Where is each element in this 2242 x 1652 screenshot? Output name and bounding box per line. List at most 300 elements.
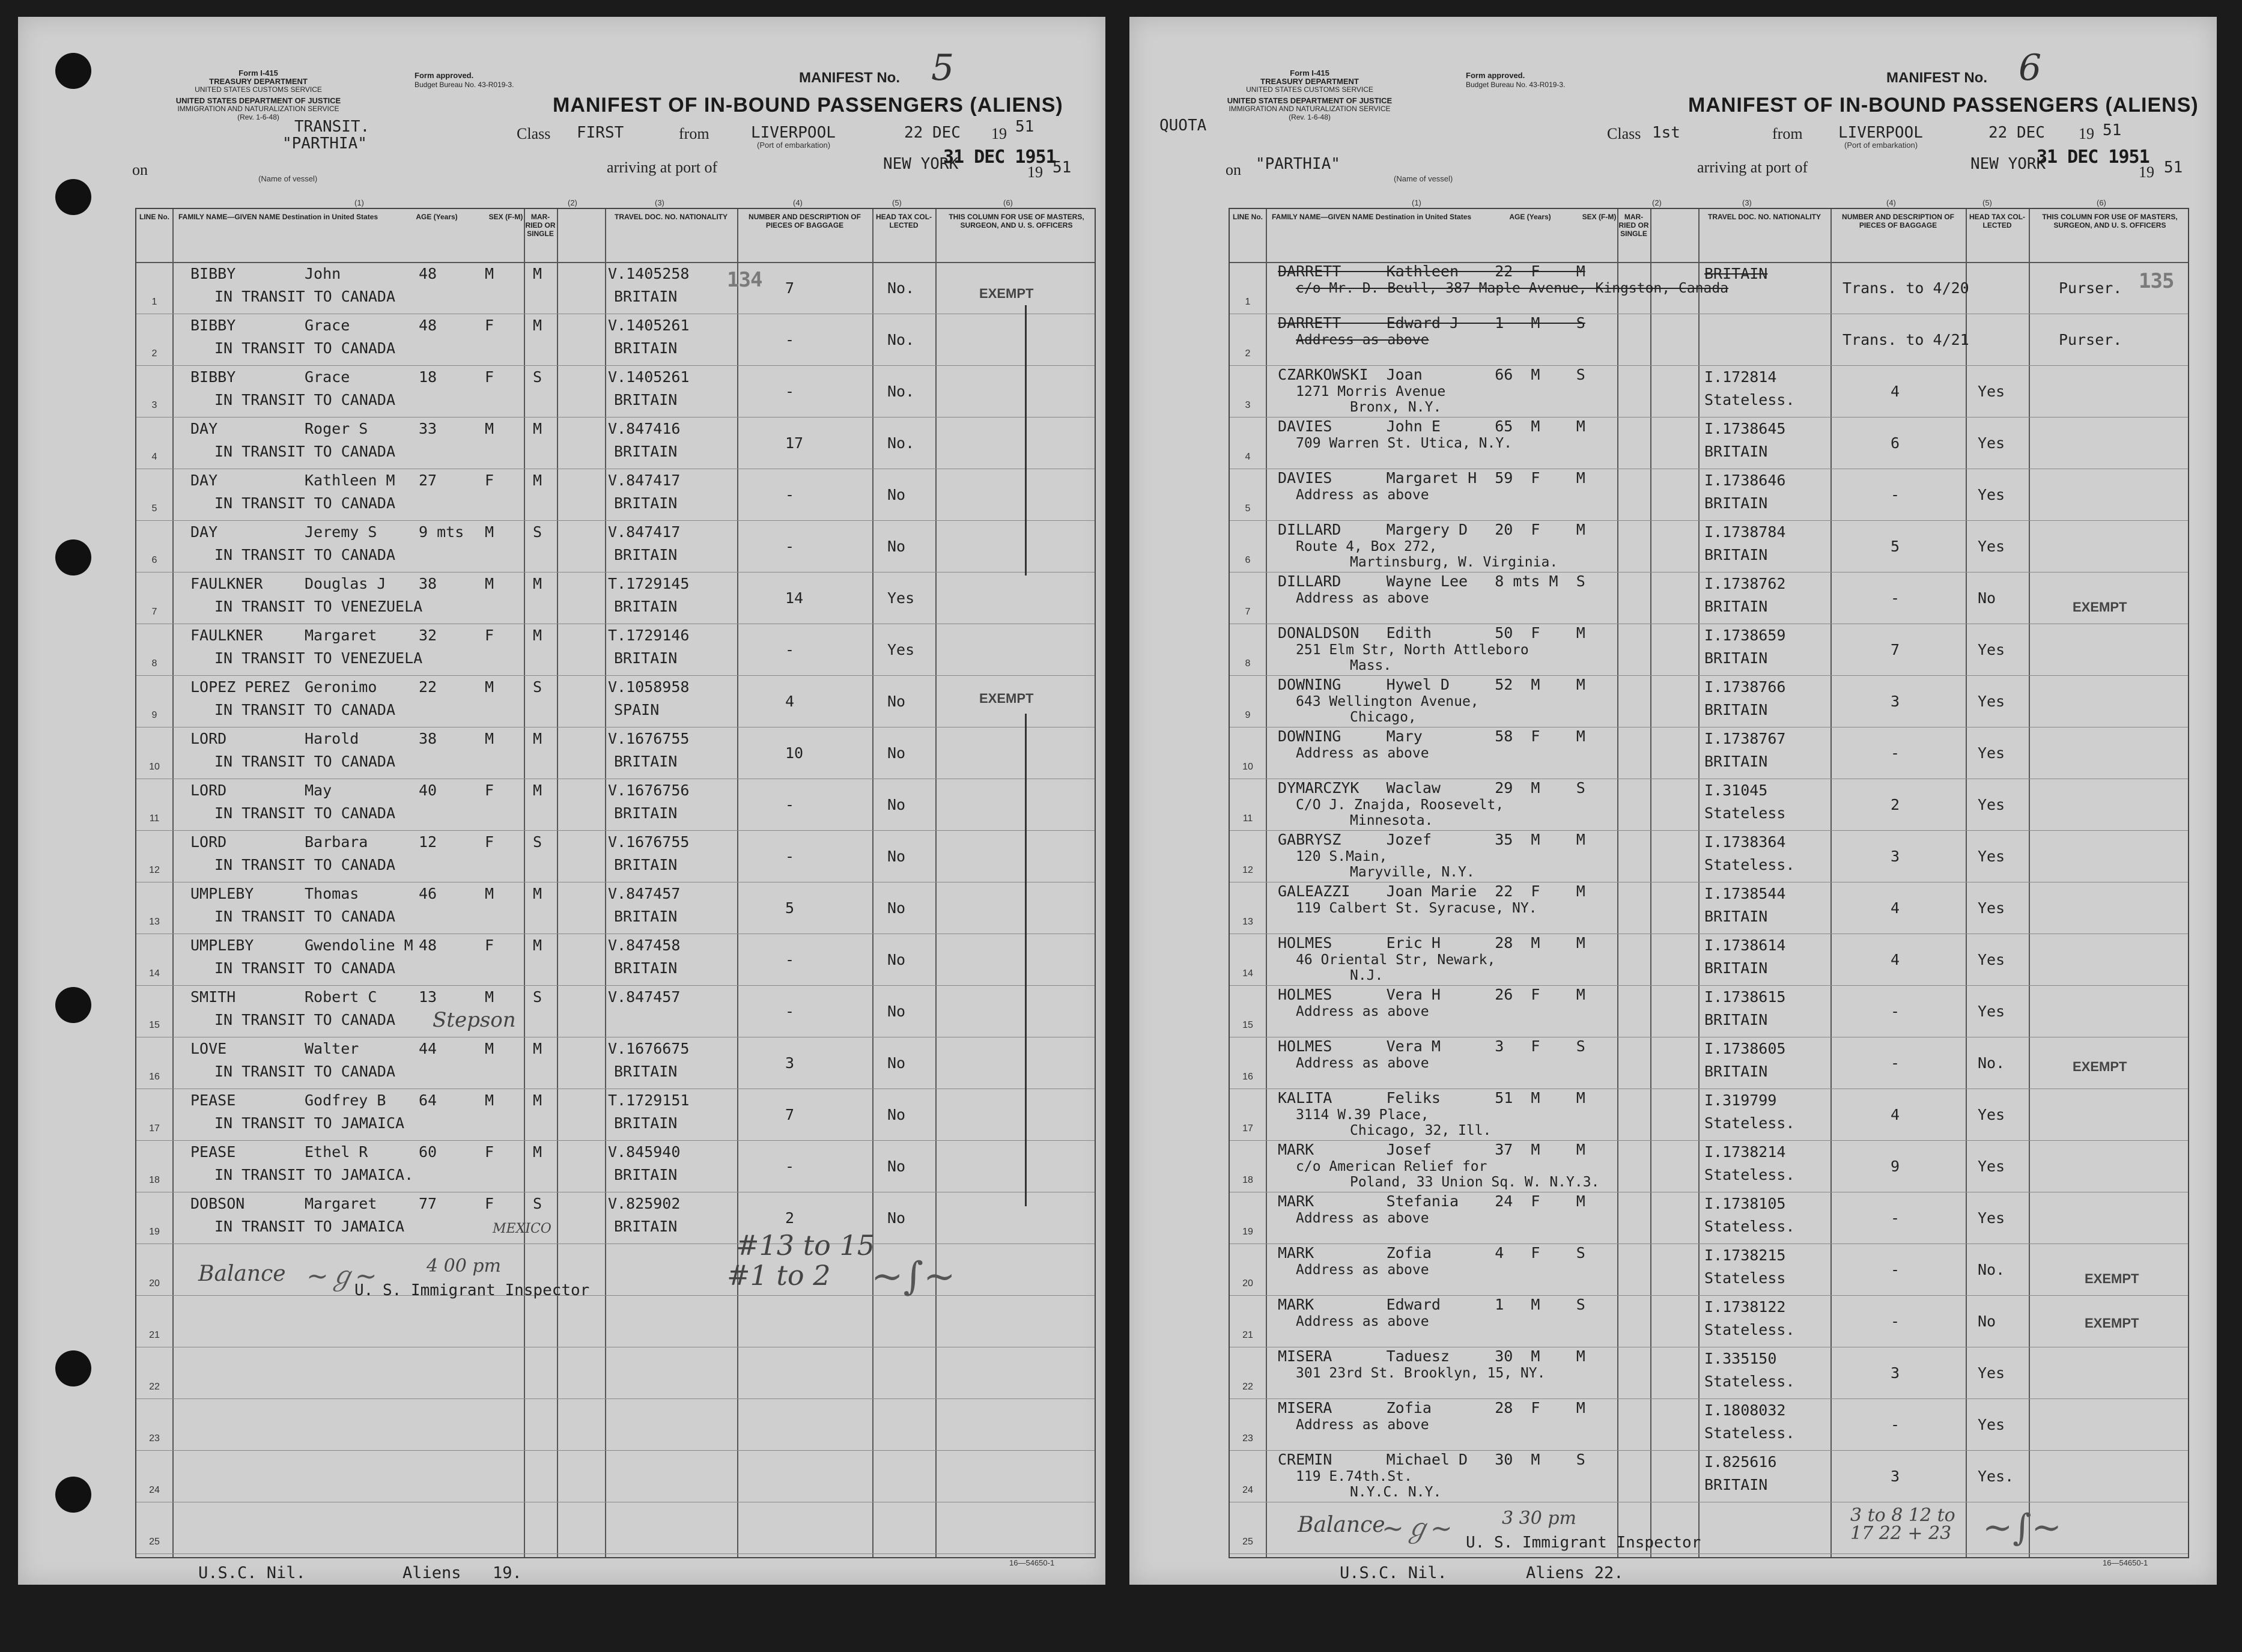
date-value: 22 DEC (1988, 124, 2045, 142)
head-tax: No (887, 486, 906, 503)
footer-usc: U.S.C. Nil. (1340, 1564, 1447, 1582)
travel-doc: I.1738364 (1704, 833, 1786, 851)
col-head-baggage: NUMBER AND DESCRIPTION OF PIECES OF BAGGAGE (1842, 213, 1954, 229)
address-line: c/o American Relief for (1296, 1159, 1487, 1174)
col-number-6: (6) (2097, 198, 2106, 207)
travel-doc: V.847416 (608, 420, 681, 437)
baggage-count: - (785, 1158, 795, 1175)
sex: F (485, 1143, 494, 1161)
binder-hole (55, 539, 91, 575)
customs-service: UNITED STATES CUSTOMS SERVICE (195, 85, 322, 94)
hand-range-2: #1 to 2 (727, 1259, 831, 1292)
nationality: Stateless. (1704, 391, 1795, 408)
row-rule (136, 675, 1095, 676)
destination: IN TRANSIT TO JAMAICA. (214, 1166, 414, 1183)
head-tax: No (887, 538, 906, 555)
nationality: Stateless. (1704, 1166, 1795, 1183)
line-number: 3 (1245, 400, 1251, 410)
line-number: 5 (1245, 503, 1251, 514)
manifest-title: MANIFEST OF IN-BOUND PASSENGERS (ALIENS) (1688, 94, 2199, 117)
marital-status: M (533, 1040, 542, 1057)
travel-doc: I.1738214 (1704, 1143, 1786, 1161)
nationality: SPAIN (614, 701, 660, 718)
nationality: BRITAIN (614, 598, 678, 615)
baggage-count: - (1891, 744, 1900, 762)
head-tax: No. (887, 383, 915, 400)
passenger-line: GABRYSZ Jozef 35 M M (1278, 831, 1585, 848)
line-number: 22 (149, 1382, 160, 1392)
nationality: BRITAIN (1704, 753, 1768, 770)
family-name: SMITH (190, 988, 236, 1006)
baggage-count: 6 (1891, 434, 1900, 452)
baggage-count: 7 (785, 279, 795, 297)
row-rule (136, 985, 1095, 986)
family-name: DAY (190, 472, 218, 489)
given-name: John (305, 265, 341, 282)
travel-doc: I.335150 (1704, 1350, 1777, 1367)
line-number: 2 (151, 348, 157, 359)
address-line-2: Poland, 33 Union Sq. W. N.Y.3. (1350, 1174, 1600, 1190)
travel-doc: V.847457 (608, 885, 681, 902)
head-tax: No (887, 693, 906, 710)
given-name: Walter (305, 1040, 359, 1057)
marital-status: S (533, 988, 542, 1006)
sex: F (485, 782, 494, 799)
line-number: 16 (1242, 1072, 1253, 1082)
head-tax: No (887, 1054, 906, 1072)
address-line-2: Martinsburg, W. Virginia. (1350, 554, 1558, 570)
head-tax: Purser. (2059, 279, 2122, 297)
form-number: Form I-415 (238, 68, 278, 77)
col-number-1: (1) (1412, 198, 1421, 207)
head-tax: No (887, 1106, 906, 1123)
col-head-baggage: NUMBER AND DESCRIPTION OF PIECES OF BAGGAGE (749, 213, 861, 229)
form-approved: Form approved. (415, 71, 474, 80)
col-head-family: FAMILY NAME—GIVEN NAME Destination in United States (178, 213, 378, 221)
head-tax: No (1978, 1313, 1996, 1330)
head-tax: No (887, 744, 906, 762)
family-name: LOPEZ PEREZ (190, 678, 290, 696)
address-line-2: Bronx, N.Y. (1350, 399, 1442, 415)
family-name: UMPLEBY (190, 885, 254, 902)
ins-service: IMMIGRATION AND NATURALIZATION SERVICE (1229, 105, 1391, 113)
col-number-3: (3) (655, 198, 664, 207)
baggage-count: 4 (1891, 1106, 1900, 1123)
row-rule (136, 417, 1095, 418)
marital-status: S (533, 833, 542, 851)
destination: IN TRANSIT TO CANADA (214, 753, 396, 770)
marital-status: M (533, 782, 542, 799)
manifest-label: MANIFEST No. (1886, 70, 1987, 86)
year-prefix: 19 (2079, 125, 2094, 142)
family-name: DOBSON (190, 1195, 245, 1212)
col-head-travel: TRAVEL DOC. NO. NATIONALITY (615, 213, 728, 221)
baggage-count: 10 (785, 744, 804, 762)
col-head-sex: SEX (F-M) (1582, 213, 1617, 221)
family-name: UMPLEBY (190, 937, 254, 954)
nationality: BRITAIN (614, 908, 678, 925)
budget-bureau: Budget Bureau No. 43-R019-3. (1466, 80, 1566, 89)
col-head-headtax: HEAD TAX COL-LECTED (875, 213, 932, 229)
nationality: BRITAIN (614, 959, 678, 977)
baggage-count: 2 (785, 1209, 795, 1227)
inspector-label: U. S. Immigrant Inspector (1466, 1534, 1701, 1552)
destination: IN TRANSIT TO CANADA (214, 701, 396, 718)
date-value: 22 DEC (904, 124, 961, 142)
passenger-line: CZARKOWSKI Joan 66 M S (1278, 366, 1585, 383)
travel-doc: V.847417 (608, 523, 681, 541)
nationality: BRITAIN (1704, 494, 1768, 512)
year-prefix: 19 (991, 125, 1007, 142)
age: 32 (419, 627, 437, 644)
row-rule (136, 1553, 1095, 1554)
head-tax: Yes (1978, 1209, 2005, 1227)
stepson-note: Stepson (433, 1008, 516, 1032)
head-tax: Yes (1978, 1158, 2005, 1175)
footer-aliens: Aliens 22. (1526, 1564, 1624, 1582)
line-number: 16 (149, 1072, 160, 1082)
family-name: FAULKNER (190, 575, 263, 592)
col-head-married: MAR-RIED OR SINGLE (525, 213, 556, 238)
line-number: 9 (1245, 710, 1251, 720)
line-number: 3 (151, 400, 157, 410)
address-line: Address as above (1296, 591, 1429, 606)
travel-doc: V.1405261 (608, 368, 690, 386)
nationality: BRITAIN (1704, 959, 1768, 977)
address-line: 46 Oriental Str, Newark, (1296, 952, 1496, 968)
family-name: LORD (190, 833, 227, 851)
destination: IN TRANSIT TO CANADA (214, 908, 396, 925)
sex: F (485, 368, 494, 386)
baggage-count: 3 (785, 1054, 795, 1072)
head-tax: Yes (1978, 1003, 2005, 1020)
destination: IN TRANSIT TO CANADA (214, 443, 396, 460)
line-number: 4 (1245, 452, 1251, 462)
address-line: Address as above (1296, 1417, 1429, 1433)
stamp-number: 135 (2139, 269, 2174, 293)
treasury-dept: TREASURY DEPARTMENT (209, 77, 308, 86)
address-line: Address as above (1296, 1314, 1429, 1329)
line-number: 9 (151, 710, 157, 720)
head-tax: No (887, 1003, 906, 1020)
head-tax: No (887, 848, 906, 865)
passenger-line: DILLARD Wayne Lee 8 mts M S (1278, 572, 1585, 590)
line-number: 8 (1245, 658, 1251, 669)
baggage-count: 4 (785, 693, 795, 710)
passenger-line: DILLARD Margery D 20 F M (1278, 521, 1585, 538)
sex: F (485, 833, 494, 851)
head-tax: Yes. (1978, 1468, 2014, 1485)
given-name: May (305, 782, 332, 799)
exempt-note-1: EXEMPT (2073, 600, 2127, 615)
head-tax: Yes (1978, 486, 2005, 503)
col-number-2: (2) (1652, 198, 1662, 207)
marital-status: M (533, 730, 542, 747)
address-line-2: N.Y.C. N.Y. (1350, 1484, 1442, 1500)
address-line: 120 S.Main, (1296, 849, 1388, 864)
baggage-count: 7 (1891, 641, 1900, 658)
passenger-line: DAVIES John E 65 M M (1278, 418, 1585, 435)
line-number: 1 (1245, 297, 1251, 307)
passenger-line: DYMARCZYK Waclaw 29 M S (1278, 779, 1585, 797)
family-name: LOVE (190, 1040, 227, 1057)
given-name: Thomas (305, 885, 359, 902)
head-tax: Yes (1978, 538, 2005, 555)
head-tax: No. (887, 331, 915, 348)
binder-hole (55, 1477, 91, 1513)
travel-doc: I.1738615 (1704, 988, 1786, 1006)
head-tax: No. (887, 279, 915, 297)
head-tax: No (887, 1209, 906, 1227)
nationality: BRITAIN (614, 753, 678, 770)
head-tax: Yes (1978, 434, 2005, 452)
row-rule (136, 365, 1095, 366)
baggage-count: - (785, 538, 795, 555)
baggage-count: 3 (1891, 693, 1900, 710)
manifest-title: MANIFEST OF IN-BOUND PASSENGERS (ALIENS) (553, 94, 1063, 117)
nationality: BRITAIN (1704, 908, 1768, 925)
nationality: BRITAIN (614, 804, 678, 822)
revision: (Rev. 1-6-48) (237, 113, 279, 121)
travel-doc: I.1738766 (1704, 678, 1786, 696)
port-value: NEW YORK (883, 155, 959, 173)
age: 22 (419, 678, 437, 696)
address-line: 251 Elm Str, North Attleboro (1296, 642, 1529, 658)
address-line: C/O J. Znajda, Roosevelt, (1296, 797, 1504, 813)
destination: IN TRANSIT TO CANADA (214, 959, 396, 977)
destination: IN TRANSIT TO CANADA (214, 339, 396, 357)
age: 38 (419, 730, 437, 747)
marital-status: S (533, 1195, 542, 1212)
head-tax: Yes (1978, 1416, 2005, 1433)
address-line: Address as above (1296, 1262, 1429, 1278)
travel-doc: I.1738659 (1704, 627, 1786, 644)
line-number: 14 (1242, 968, 1253, 979)
nationality: BRITAIN (1704, 1011, 1768, 1028)
address-line: 119 E.74th.St. (1296, 1469, 1412, 1484)
manifest-number: 5 (931, 47, 955, 89)
given-name: Margaret (305, 1195, 377, 1212)
vessel-name: "PARTHIA" (1256, 155, 1340, 173)
age: 64 (419, 1092, 437, 1109)
arriving-label: arriving at port of (1697, 159, 1808, 176)
baggage-count: - (1891, 1054, 1900, 1072)
head-tax: Yes (1978, 693, 2005, 710)
baggage-count: Trans. to 4/20 (1843, 279, 1969, 297)
address-line: Route 4, Box 272, (1296, 539, 1438, 554)
on-label: on (1226, 161, 1241, 178)
nationality: Stateless. (1704, 1321, 1795, 1338)
address-line-2: N.J. (1350, 968, 1384, 983)
from-label: from (679, 125, 709, 142)
binder-hole (55, 1350, 91, 1386)
line-number: 21 (1242, 1330, 1253, 1340)
given-name: Jeremy S (305, 523, 377, 541)
line-number: 12 (149, 865, 160, 875)
balance-note: Balance (198, 1262, 286, 1286)
sex: M (485, 1040, 494, 1057)
line-number: 13 (149, 917, 160, 927)
head-tax: Yes (1978, 1364, 2005, 1382)
address-line-2: Minnesota. (1350, 813, 1433, 828)
travel-doc: I.1738762 (1704, 575, 1786, 592)
given-name: Grace (305, 317, 350, 334)
line-number: 13 (1242, 917, 1253, 927)
age: 40 (419, 782, 437, 799)
marital-status: M (533, 1092, 542, 1109)
col-number-2: (2) (568, 198, 577, 207)
nationality: Stateless (1704, 804, 1786, 822)
year-value-2: 51 (2164, 159, 2183, 177)
passenger-line: DARRETT Kathleen 22 F M (1278, 263, 1585, 280)
sex: F (485, 937, 494, 954)
family-name: BIBBY (190, 265, 236, 282)
inspector-signature: ~∫~ (1982, 1507, 2062, 1549)
age: 38 (419, 575, 437, 592)
line-number: 10 (149, 762, 160, 772)
family-name: BIBBY (190, 368, 236, 386)
baggage-count: - (1891, 1003, 1900, 1020)
exempt-note-1: EXEMPT (979, 286, 1034, 301)
stamp-number: 134 (727, 268, 762, 292)
from-value: LIVERPOOL (751, 124, 836, 142)
age: 48 (419, 317, 437, 334)
passenger-line: DOWNING Hywel D 52 M M (1278, 676, 1585, 693)
family-name: DAY (190, 420, 218, 437)
family-name: DAY (190, 523, 218, 541)
head-tax: Yes (1978, 383, 2005, 400)
age: 48 (419, 937, 437, 954)
line-number: 19 (1242, 1227, 1253, 1237)
line-number: 12 (1242, 865, 1253, 875)
given-name: Geronimo (305, 678, 377, 696)
travel-doc: I.1738605 (1704, 1040, 1786, 1057)
baggage-count: 5 (785, 899, 795, 917)
port-value: NEW YORK (1970, 155, 2046, 173)
destination: IN TRANSIT TO CANADA (214, 1011, 396, 1028)
nationality: BRITAIN (614, 494, 678, 512)
baggage-count: 3 (1891, 1364, 1900, 1382)
travel-doc: T.1729146 (608, 627, 690, 644)
address-line: Address as above (1296, 1210, 1429, 1226)
travel-doc: I.1738544 (1704, 885, 1786, 902)
travel-doc: I.31045 (1704, 782, 1768, 799)
marital-status: M (533, 885, 542, 902)
given-name: Roger S (305, 420, 368, 437)
vessel-name: "PARTHIA" (282, 135, 367, 153)
quota-note: QUOTA (1159, 117, 1207, 135)
year-value-2: 51 (1053, 159, 1072, 177)
baggage-count: 17 (785, 434, 804, 452)
exempt-note-4: EXEMPT (2085, 1316, 2139, 1331)
sex: M (485, 678, 494, 696)
col-head-married: MAR-RIED OR SINGLE (1618, 213, 1649, 238)
col-head-age: AGE (Years) (1509, 213, 1551, 221)
age: 9 mts (419, 523, 464, 541)
exempt-bracket-1 (1025, 305, 1027, 575)
passenger-line: HOLMES Vera H 26 F M (1278, 986, 1585, 1003)
passenger-line: MARK Edward 1 M S (1278, 1296, 1585, 1313)
given-name: Robert C (305, 988, 377, 1006)
line-number: 17 (1242, 1123, 1253, 1134)
year-value: 51 (1015, 118, 1034, 136)
col-number-5: (5) (1982, 198, 1992, 207)
travel-doc: V.847458 (608, 937, 681, 954)
head-tax: No (887, 951, 906, 968)
travel-doc: V.1676755 (608, 833, 690, 851)
baggage-count: - (785, 383, 795, 400)
col-head-sex: SEX (F-M) (488, 213, 523, 221)
exempt-note-3: EXEMPT (2085, 1271, 2139, 1286)
address-line: c/o Mr. D. Beull, 387 Maple Avenue, Kingston, Canada (1296, 281, 1729, 296)
passenger-line: MARK Josef 37 M M (1278, 1141, 1585, 1158)
form-number: Form I-415 (1290, 68, 1329, 77)
sex: M (485, 730, 494, 747)
address-line-2: Mass. (1350, 658, 1392, 673)
year-value: 51 (2103, 121, 2122, 139)
row-rule (136, 1398, 1095, 1399)
ins-service: IMMIGRATION AND NATURALIZATION SERVICE (177, 105, 339, 113)
balance-time: 3 30 pm (1502, 1508, 1576, 1529)
marital-status: S (533, 523, 542, 541)
given-name: Ethel R (305, 1143, 368, 1161)
destination: IN TRANSIT TO VENEZUELA (214, 649, 423, 667)
passenger-line: DOWNING Mary 58 F M (1278, 727, 1585, 745)
marital-status: S (533, 678, 542, 696)
nationality: BRITAIN (1704, 649, 1768, 667)
marital-status: M (533, 627, 542, 644)
head-tax: Yes (1978, 1106, 2005, 1123)
passenger-line: MARK Zofia 4 F S (1278, 1244, 1585, 1262)
travel-doc: V.1058958 (608, 678, 690, 696)
sex: M (485, 265, 494, 282)
sex: M (485, 523, 494, 541)
baggage-count: - (785, 951, 795, 968)
baggage-count: 3 (1891, 848, 1900, 865)
age: 60 (419, 1143, 437, 1161)
nationality: Stateless. (1704, 1114, 1795, 1132)
sex: F (485, 472, 494, 489)
balance-note: Balance (1298, 1513, 1385, 1537)
line-number: 8 (151, 658, 157, 669)
passenger-table (1229, 208, 2189, 1558)
destination: IN TRANSIT TO CANADA (214, 856, 396, 873)
line-number: 11 (149, 813, 160, 824)
line-number: 7 (151, 607, 157, 617)
destination: IN TRANSIT TO JAMAICA (214, 1114, 405, 1132)
address-line-2: Maryville, N.Y. (1350, 864, 1475, 880)
sex: M (485, 420, 494, 437)
from-label: from (1772, 125, 1803, 142)
class-label: Class (1607, 125, 1641, 142)
marital-status: S (533, 368, 542, 386)
marital-status: M (533, 575, 542, 592)
age: 13 (419, 988, 437, 1006)
nationality: BRITAIN (614, 856, 678, 873)
footer-count: 19. (493, 1564, 522, 1582)
given-name: Grace (305, 368, 350, 386)
address-line: Address as above (1296, 746, 1429, 761)
baggage-count: - (1891, 589, 1900, 607)
line-number: 15 (149, 1020, 160, 1030)
head-tax: No. (887, 434, 915, 452)
vessel-caption: (Name of vessel) (1394, 174, 1453, 183)
line-number: 24 (1242, 1485, 1253, 1495)
head-tax: No (887, 1158, 906, 1175)
treasury-dept: TREASURY DEPARTMENT (1260, 77, 1359, 86)
line-number: 20 (1242, 1278, 1253, 1289)
nationality: BRITAIN (1704, 546, 1768, 563)
